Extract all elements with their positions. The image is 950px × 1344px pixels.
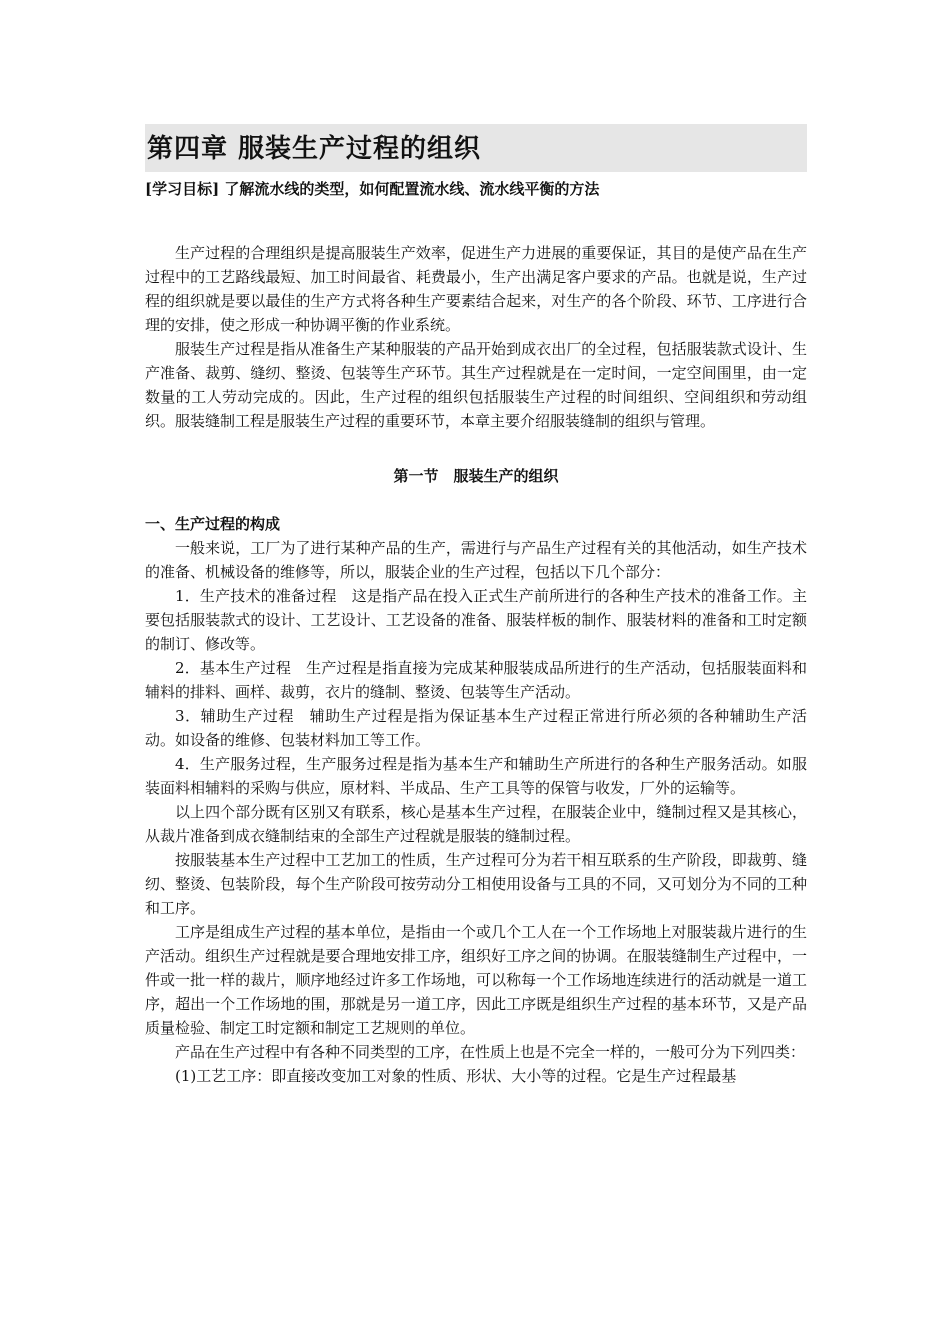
- learning-objective: [学习目标] 了解流水线的类型，如何配置流水线、流水线平衡的方法: [145, 180, 600, 198]
- body-paragraph: 2．基本生产过程 生产过程是指直接为完成某种服装成品所进行的生产活动，包括服装面料和辅料的排料、画样、裁剪，衣片的缝制、整烫、包装等生产活动。: [145, 659, 807, 701]
- subsection-title: 一、生产过程的构成: [145, 515, 281, 533]
- chapter-title: 第四章 服装生产过程的组织: [145, 124, 807, 172]
- body-paragraph: 4．生产服务过程，生产服务过程是指为基本生产和辅助生产所进行的各种生产服务活动。如服装面料相辅料的采购与供应，原材料、半成品、生产工具等的保管与收发，厂外的运输等。: [145, 755, 807, 797]
- body-paragraph: (1)工艺工序：即直接改变加工对象的性质、形状、大小等的过程。它是生产过程最基: [175, 1067, 737, 1085]
- intro-paragraph: 生产过程的合理组织是提高服装生产效率，促进生产力进展的重要保证，其目的是使产品在生产过程中的工艺路线最短、加工时间最省、耗费最小，生产出满足客户要求的产品。也就是说，生产过程的组织就是要以最佳的生产方式将各种生产要素结合起来，对生产的各个阶段、环节、工序进行合理的安排，使之形成一种协调平衡的作业系统。: [145, 244, 807, 334]
- body-section: [145, 536, 807, 1088]
- document-page: [145, 124, 807, 1088]
- body-paragraph: 一般来说，工厂为了进行某种产品的生产，需进行与产品生产过程有关的其他活动，如生产技术的准备、机械设备的维修等，所以，服装企业的生产过程，包括以下几个部分：: [145, 539, 807, 581]
- body-paragraph: 工序是组成生产过程的基本单位，是指由一个或几个工人在一个工作场地上对服装裁片进行的生产活动。组织生产过程就是要合理地安排工序，组织好工序之间的协调。在服装缝制生产过程中，一件或一批一样的裁片，顺序地经过许多工作场地，可以称每一个工作场地连续进行的活动就是一道工序，超出一个工作场地的围，那就是另一道工序，因此工序既是组织生产过程的基本环节，又是产品质量检验、制定工时定额和制定工艺规则的单位。: [145, 923, 807, 1037]
- intro-paragraph: 服装生产过程是指从准备生产某种服装的产品开始到成衣出厂的全过程，包括服装款式设计、生产准备、裁剪、缝纫、整烫、包装等生产环节。其生产过程就是在一定时间，一定空间围里，由一定数量的工人劳动完成的。因此，生产过程的组织包括服装生产过程的时间组织、空间组织和劳动组织。服装缝制工程是服装生产过程的重要环节，本章主要介绍服装缝制的组织与管理。: [145, 340, 807, 430]
- body-paragraph: 以上四个部分既有区别又有联系，核心是基本生产过程，在服装企业中，缝制过程又是其核心，从裁片准备到成衣缝制结束的全部生产过程就是服装的缝制过程。: [145, 803, 807, 845]
- body-paragraph: 1．生产技术的准备过程 这是指产品在投入正式生产前所进行的各种生产技术的准备工作。主要包括服装款式的设计、工艺设计、工艺设备的准备、服装样板的制作、服装材料的准备和工时定额的制订、修改等。: [145, 587, 807, 653]
- body-paragraph: 3．辅助生产过程 辅助生产过程是指为保证基本生产过程正常进行所必须的各种辅助生产活动。如设备的维修、包装材料加工等工作。: [145, 707, 807, 749]
- body-paragraph: 产品在生产过程中有各种不同类型的工序，在性质上也是不完全一样的，一般可分为下列四类：: [175, 1043, 806, 1061]
- intro-section: [145, 241, 807, 433]
- body-paragraph: 按服装基本生产过程中工艺加工的性质，生产过程可分为若干相互联系的生产阶段，即裁剪、缝纫、整烫、包装阶段，每个生产阶段可按劳动分工相使用设备与工具的不同，又可划分为不同的工种和工序。: [145, 851, 807, 917]
- section-title: 第一节 服装生产的组织: [393, 467, 559, 485]
